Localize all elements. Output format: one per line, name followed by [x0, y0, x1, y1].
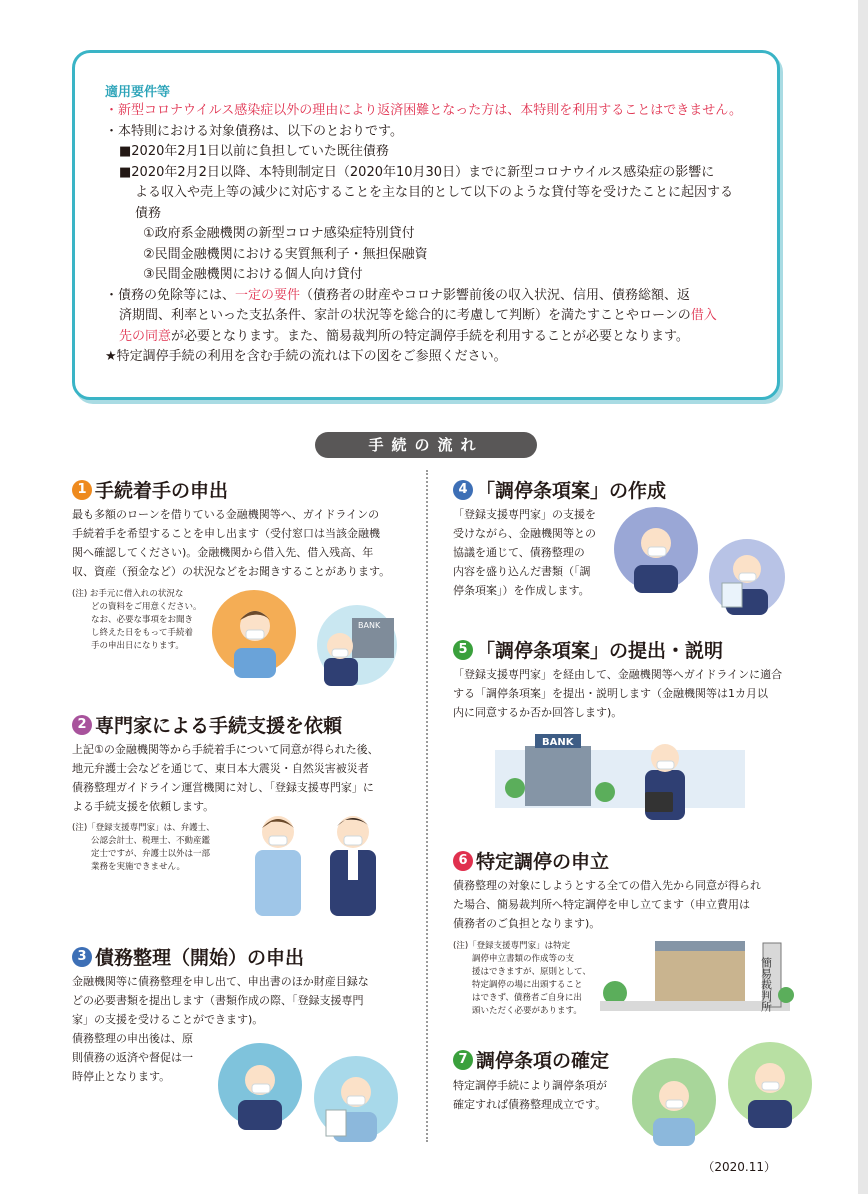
step5-title [453, 636, 723, 663]
person-body [653, 1118, 695, 1146]
step7-body [453, 1076, 633, 1114]
step6-number: 6 [453, 851, 473, 871]
court-sign: 簡易裁判所 [759, 957, 773, 1012]
step3-line: 時停止となります。 [72, 1070, 171, 1083]
mask-icon [332, 649, 348, 657]
person-body [238, 1100, 282, 1130]
flow-banner: 手続の流れ [315, 432, 537, 458]
req-bullet-3-line-1 [105, 286, 765, 307]
step1-illustration [212, 590, 412, 690]
step7-illustration [630, 1040, 815, 1150]
bank-sign: BANK [542, 737, 574, 748]
step6-note [453, 940, 603, 1018]
step2-note [72, 822, 242, 874]
step2-body [72, 740, 417, 816]
bank-building [525, 746, 591, 806]
step5-title-text: 「調停条項案」の提出・説明 [476, 640, 724, 662]
step2-illustration [245, 808, 415, 918]
step1-line: 最も多額のローンを借りている金融機関等へ、ガイドラインの [72, 508, 380, 521]
step3-line: 家」の支援を受けることができます)。 [72, 1013, 264, 1026]
person-body [234, 648, 276, 678]
step1-note-line: どの資料をご用意ください。 [91, 602, 202, 612]
step7-title [453, 1046, 609, 1073]
req-sub-3: ③民間金融機関における個人向け貸付 [143, 267, 363, 282]
step6-note-line: はできず、債務者ご自身に出 [472, 993, 582, 1003]
step2-line: 上記①の金融機関等から手続着手について同意が得られた後、 [72, 743, 379, 756]
step1-line: 関へ確認してください)。金融機関から借入先、借入残高、年 [72, 546, 374, 559]
step4-line: 内容を盛り込んだ書類（「調 [453, 565, 591, 578]
req-b3-b: （債務者の財産やコロナ影響前後の収入状況、信用、債務総額、返 [300, 287, 691, 303]
step5-line: 「登録支援専門家」を経由して、金融機関等へガイドラインに適合 [453, 668, 783, 681]
req-bullet-2: ・本特則における対象債務は、以下のとおりです。 [105, 123, 403, 139]
step1-note [72, 588, 207, 653]
req-b3-red-2b: 先の同意 [119, 328, 172, 344]
shirt [348, 850, 358, 880]
step7-line: 確定すれば債務整理成立です。 [453, 1098, 607, 1111]
step6-note-line: (注)「登録支援専門家」は特定 [453, 941, 571, 951]
step4-title-text: 「調停条項案」の作成 [476, 480, 667, 502]
mask-icon [762, 1082, 779, 1090]
req-item-a: ■2020年2月1日以前に負担していた既往債務 [119, 144, 389, 159]
step3-line: どの必要書類を提出します（書類作成の際、「登録支援専門 [72, 994, 364, 1007]
step7-line: 特定調停手続により調停条項が [453, 1079, 607, 1092]
step1-note-line: 手の申出日になります。 [91, 641, 184, 651]
step5-illustration [495, 730, 785, 830]
tree-icon [505, 778, 525, 798]
req-b3-a: ・債務の免除等には、 [105, 287, 236, 303]
person-body [748, 1100, 792, 1128]
step5-line: 内に同意するか否か回答します)。 [453, 706, 623, 719]
step4-line: 停条項案」）を作成します。 [453, 584, 590, 597]
req-item-b-3: 債務 [135, 205, 162, 221]
step2-note-line: 業務を実施できません。 [91, 862, 186, 872]
req-b3-red-1: 一定の要件 [235, 287, 301, 303]
step1-number: 1 [72, 480, 92, 500]
mask-icon [269, 836, 287, 845]
step3-title-text: 債務整理（開始）の申出 [95, 947, 305, 969]
step6-line: 債務者のご負担となります)。 [453, 917, 601, 930]
date-footer: （2020.11） [702, 1160, 776, 1174]
step6-line: 債務整理の対象にしようとする全ての借入先から同意が得られ [453, 879, 761, 892]
step5-number: 5 [453, 640, 473, 660]
step3-line: 則債務の返済や督促は一 [72, 1051, 193, 1064]
tree-icon [778, 987, 794, 1003]
step1-note-line: (注) お手元に借入れの状況な [72, 589, 184, 599]
briefcase-icon [645, 792, 673, 812]
mask-icon [657, 761, 674, 769]
step4-title [453, 476, 666, 503]
step4-number: 4 [453, 480, 473, 500]
step1-title [72, 476, 228, 503]
step1-line: 収、資産（預金など）の状況などをお聞きすることがあります。 [72, 565, 391, 578]
step2-note-line: (注)「登録支援専門家」は、弁護士、 [72, 823, 215, 833]
mask-icon [252, 1084, 270, 1093]
person-body [324, 658, 358, 686]
requirements-text [105, 101, 765, 368]
step6-title-text: 特定調停の申立 [476, 851, 610, 873]
req-sub-1: ①政府系金融機関の新型コロナ感染症特別貸付 [143, 226, 415, 241]
bank-sign: BANK [358, 621, 381, 630]
step2-note-line: 公認会計士、税理士、不動産鑑 [91, 836, 211, 846]
step7-number: 7 [453, 1050, 473, 1070]
step4-line: 協議を通じて、債務整理の [453, 546, 585, 559]
requirements-title: 適用要件等 [105, 85, 171, 100]
document-icon [722, 583, 742, 607]
step1-note-line: なお、必要な事項をお聞き [91, 615, 194, 625]
step6-note-line: 援はできますが、原則として、 [472, 967, 591, 977]
step2-number: 2 [72, 715, 92, 735]
mask-icon [648, 547, 666, 556]
step6-illustration [600, 935, 795, 1015]
req-bullet-3-line-2 [105, 306, 765, 327]
tree-icon [595, 782, 615, 802]
req-item-b-2: よる収入や売上等の減少に対応することを主な目的として以下のような貸付等を受けたことに起因する [135, 185, 734, 200]
step1-note-line: し終えた日をもって手続着 [91, 628, 194, 638]
step5-body [453, 665, 793, 722]
req-star-note: ★特定調停手続の利用を含む手続の流れは下の図をご参照ください。 [105, 349, 507, 364]
step5-line: する「調停条項案」を提出・説明します（金融機関等は1カ月以 [453, 687, 768, 700]
step1-body [72, 505, 412, 581]
req-b3-red-2a: 借入 [690, 308, 717, 323]
document-icon [326, 1110, 346, 1136]
step4-line: 受けながら、金融機関等との [453, 527, 596, 540]
step2-line: よる手続支援を依頼します。 [72, 800, 215, 813]
mask-icon [739, 573, 756, 581]
requirements-box [72, 50, 780, 400]
step2-line: 地元弁護士会などを通じて、東日本大震災・自然災害被災者 [72, 762, 369, 775]
req-sub-2: ②民間金融機関における実質無利子・無担保融資 [143, 246, 428, 262]
step2-line: 債務整理ガイドライン運営機関に対し、「登録支援専門家」に [72, 781, 374, 794]
req-b3-d: が必要となります。また、簡易裁判所の特定調停手続を利用することが必要となります。 [171, 328, 689, 344]
court-roof [655, 941, 745, 951]
person-body [634, 565, 678, 593]
req-bullet-1: ・新型コロナウイルス感染症以外の理由により返済困難となった方は、本特則を利用することはできません。 [105, 103, 743, 118]
step4-line: 「登録支援専門家」の支援を [453, 508, 596, 521]
step2-title [72, 711, 342, 738]
step7-title-text: 調停条項の確定 [476, 1050, 610, 1072]
step3-illustration [218, 1040, 418, 1145]
step4-body [453, 505, 613, 600]
step6-note-line: 調停申立書類の作成等の支 [472, 954, 575, 964]
step6-title [453, 847, 609, 874]
step4-illustration [612, 505, 802, 617]
step3-line: 金融機関等に債務整理を申し出て、申出書のほか財産目録な [72, 975, 369, 988]
mask-icon [666, 1100, 683, 1108]
step3-line: 債務整理の申出後は、原 [72, 1032, 193, 1045]
step1-title-text: 手続着手の申出 [95, 480, 229, 502]
mask-icon [347, 1096, 365, 1105]
step6-body [453, 876, 793, 933]
person-body [255, 850, 301, 916]
step3-number: 3 [72, 947, 92, 967]
page-edge [858, 0, 868, 1194]
step2-title-text: 専門家による手続支援を依頼 [95, 715, 343, 737]
mask-icon [246, 630, 264, 639]
column-divider [426, 470, 428, 1142]
step1-line: 手続着手を希望することを申し出ます（受付窓口は当該金融機 [72, 527, 380, 540]
mask-icon [344, 836, 362, 845]
step6-note-line: 頭いただく必要があります。 [472, 1006, 582, 1016]
step2-note-line: 定士ですが、弁護士以外は一部 [91, 849, 211, 859]
req-item-b-1: ■2020年2月2日以降、本特則制定日（2020年10月30日）までに新型コロナウイルス感染症の影響に [119, 164, 715, 180]
step6-line: た場合、簡易裁判所へ特定調停を申し立てます（申立費用は [453, 898, 750, 911]
req-bullet-3-line-3 [105, 327, 765, 348]
req-b3-c: 済期間、利率といった支払条件、家計の状況等を総合的に考慮して判断）を満たすことやローンの [119, 308, 691, 323]
step6-note-line: 特定調停の場に出頭すること [472, 980, 583, 990]
step3-title [72, 943, 304, 970]
